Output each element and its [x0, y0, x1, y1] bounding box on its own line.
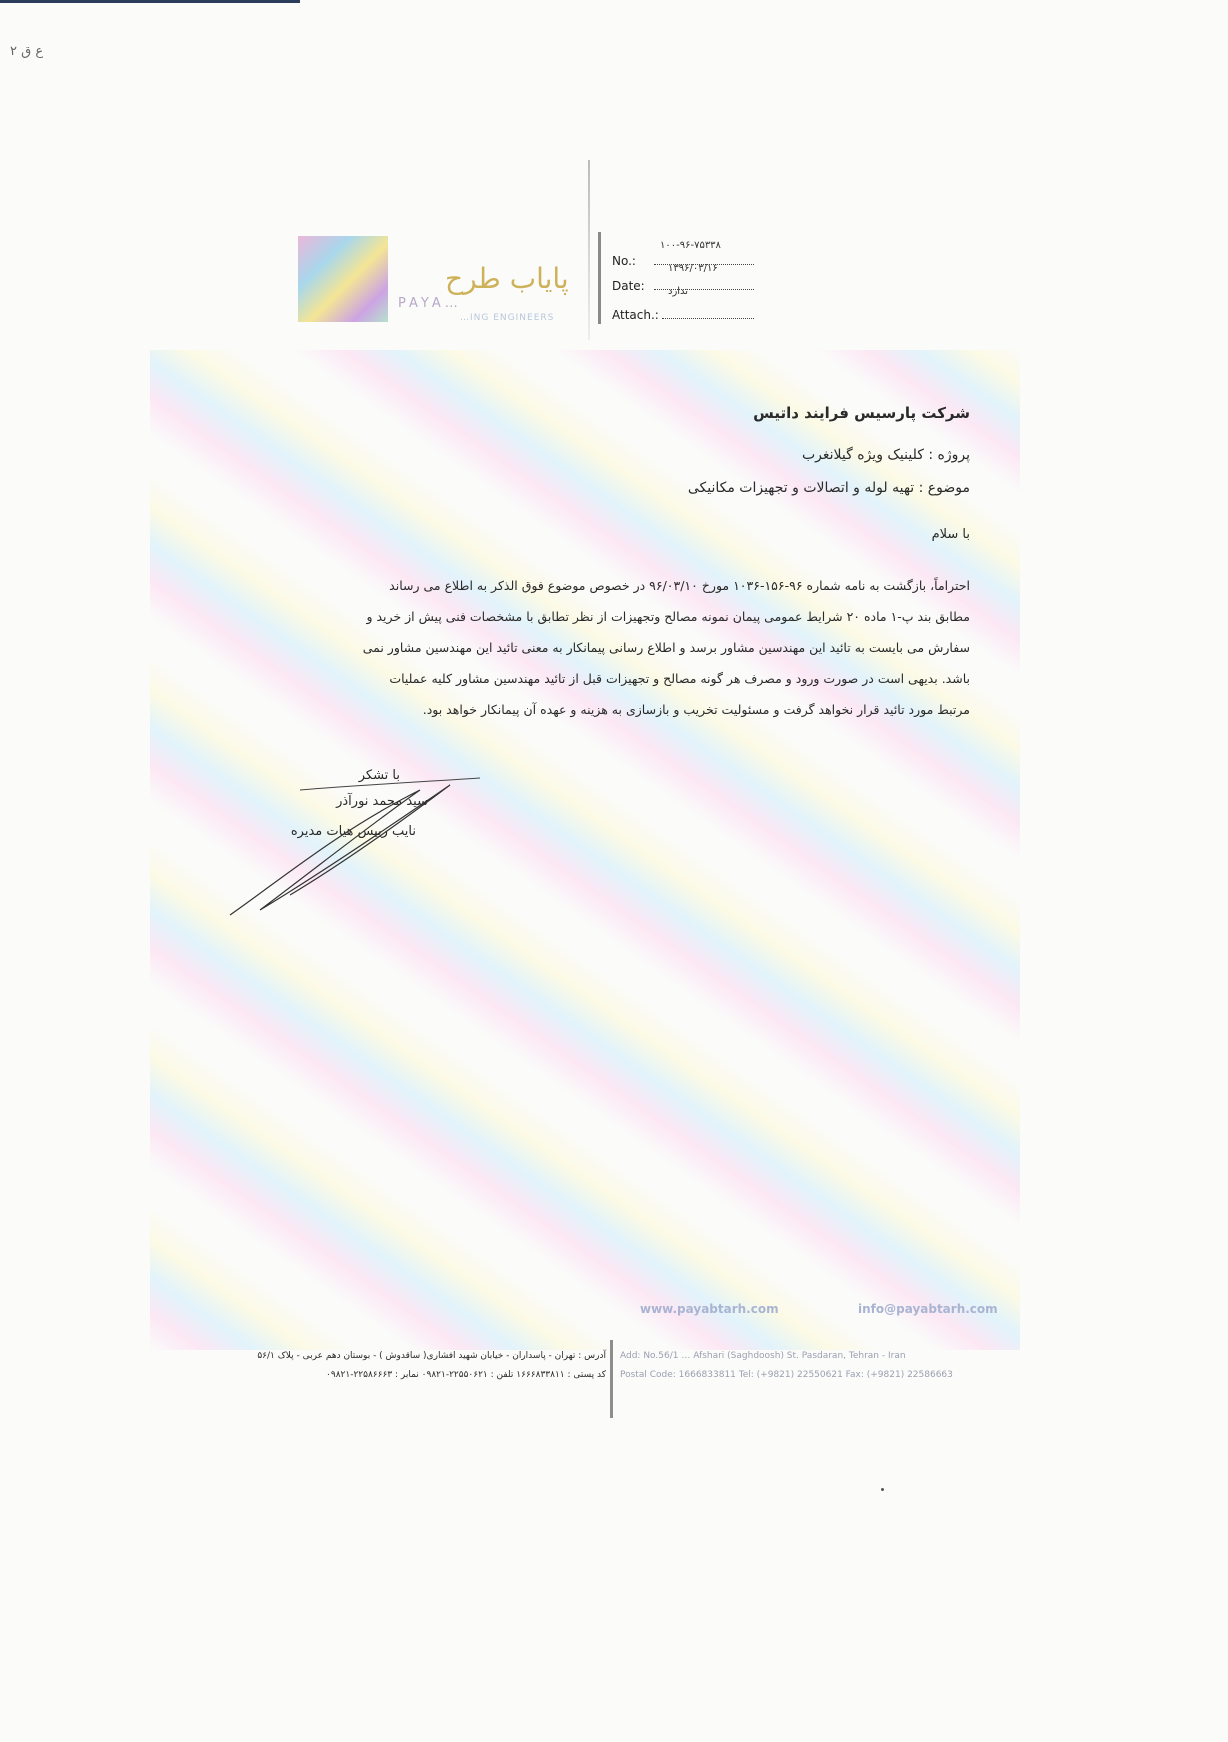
- greeting: با سلام: [931, 527, 970, 542]
- footer-address-fa: آدرس : تهران - پاسداران - خیابان شهید افشاری( ساقدوش ) - بوستان دهم عربی - پلاک ۵۶/۱: [257, 1351, 606, 1361]
- top-edge-line: [0, 0, 300, 3]
- logo-english-subtitle: …ING ENGINEERS: [460, 313, 555, 323]
- date-note: ندارد: [668, 286, 689, 297]
- logo-persian-name: پایاب طرح: [445, 262, 569, 295]
- closing: با تشکر: [358, 768, 400, 783]
- paper-fold-mark: [588, 160, 590, 340]
- body-line: مطابق بند پ-۱ ماده ۲۰ شرایط عمومی پیمان نمونه مصالح وتجهیزات از نظر تطابق با مشخصات فنی پیش از خرید و: [366, 609, 970, 624]
- letterhead-divider: [598, 232, 601, 324]
- attach-label: Attach.:: [612, 308, 659, 322]
- footer-email: info@payabtarh.com: [858, 1302, 998, 1316]
- date-value: ۱۳۹۶/۰۳/۱۶: [668, 263, 718, 274]
- letter-body: [248, 570, 970, 725]
- recipient: شرکت پارسیس فرایند داتیس: [753, 404, 970, 422]
- company-logo: [298, 236, 388, 322]
- corner-handwritten-mark: ع ق ۲: [10, 44, 44, 59]
- number-label: No.:: [612, 254, 636, 268]
- subject-line: موضوع : تهیه لوله و اتصالات و تجهیزات مکانیکی: [687, 480, 970, 496]
- body-line: احتراماً، بازگشت به نامه شماره ۹۶-۱۵۶-۱۰۳۶ مورخ ۹۶/۰۳/۱۰ در خصوص موضوع فوق الذکر به اطلاع می رساند: [389, 578, 970, 593]
- attach-row: [612, 308, 754, 322]
- project-line: پروژه : کلینیک ویژه گیلانغرب: [801, 447, 970, 463]
- signature-scribble: [220, 770, 500, 920]
- number-value: ۱۰۰-۹۶-۷۵۳۳۸: [660, 240, 721, 251]
- body-line: مرتبط مورد تائید قرار نخواهد گرفت و مسئولیت تخریب و بازسازی به هزینه و عهده آن پیمانکار خواهد بود.: [422, 702, 970, 717]
- footer-website: www.payabtarh.com: [640, 1302, 779, 1316]
- signatory-name: سید محمد نورآذر: [336, 794, 428, 809]
- stray-dot: [881, 1488, 884, 1491]
- footer-divider: [610, 1340, 613, 1418]
- body-line: باشد. بدیهی است در صورت ورود و مصرف هر گونه مصالح و تجهیزات قبل از تائید مهندسین مشاور کلیه عملیات: [389, 671, 970, 686]
- footer-contact-fa: کد پستی : ۱۶۶۶۸۳۳۸۱۱ تلفن : ۲۲۵۵۰۶۲۱-۰۹۸۲۱ نمابر : ۲۲۵۸۶۶۶۳-۰۹۸۲۱: [326, 1370, 606, 1380]
- footer-address-en: Add: No.56/1 … Afshari (Saghdoosh) St. Pasdaran, Tehran - Iran: [620, 1351, 906, 1361]
- date-label: Date:: [612, 279, 645, 293]
- footer-contact-en: Postal Code: 1666833811 Tel: (+9821) 22550621 Fax: (+9821) 22586663: [620, 1370, 953, 1380]
- signatory-title: نایب رییس هیات مدیره: [290, 824, 416, 839]
- logo-english-name: PAYA…: [398, 296, 462, 311]
- body-line: سفارش می بایست به تائید این مهندسین مشاور برسد و اطلاع رسانی پیمانکار به معنی تائید این مهندسین مشاور نمی: [362, 640, 970, 655]
